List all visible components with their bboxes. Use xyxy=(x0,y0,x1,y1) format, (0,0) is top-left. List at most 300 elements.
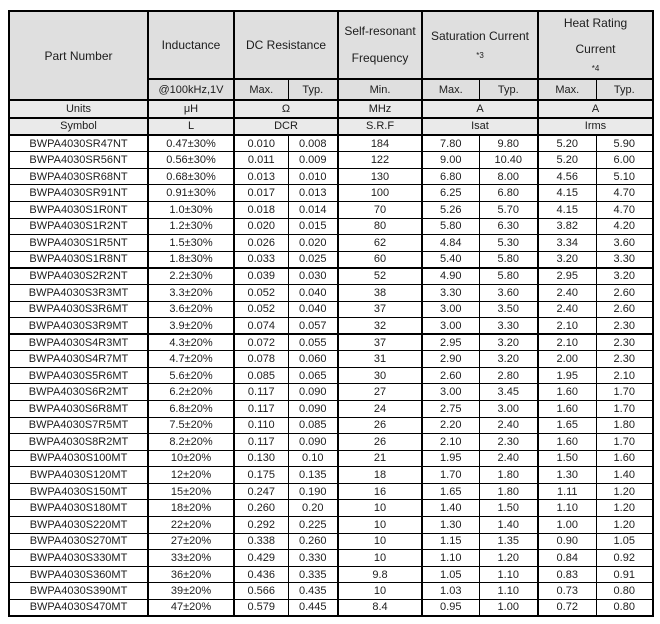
cell-isat-typ: 1.10 xyxy=(479,566,538,583)
table-row xyxy=(9,550,653,567)
table-row xyxy=(9,351,653,368)
cell-part-number: BWPA4030S4R3MT xyxy=(9,334,148,351)
cell-irms-max: 2.10 xyxy=(538,334,596,351)
cell-dcr-typ: 0.015 xyxy=(288,218,338,235)
cell-irms-typ: 1.20 xyxy=(596,500,653,517)
cell-irms-max: 4.15 xyxy=(538,185,596,202)
cell-dcr-typ: 0.190 xyxy=(288,483,338,500)
cell-srf-min: 27 xyxy=(338,384,422,401)
subheader-irms-max: Max. xyxy=(538,79,596,100)
table-row xyxy=(9,202,653,219)
header-part-number: Part Number xyxy=(9,11,148,100)
cell-srf-min: 100 xyxy=(338,185,422,202)
cell-dcr-typ: 0.010 xyxy=(288,168,338,185)
cell-inductance: 18±20% xyxy=(148,500,234,517)
cell-irms-max: 2.95 xyxy=(538,268,596,285)
cell-srf-min: 26 xyxy=(338,417,422,434)
cell-irms-typ: 1.40 xyxy=(596,467,653,484)
cell-dcr-typ: 0.020 xyxy=(288,235,338,252)
cell-part-number: BWPA4030S3R3MT xyxy=(9,284,148,301)
cell-part-number: BWPA4030S1R2NT xyxy=(9,218,148,235)
cell-isat-typ: 3.20 xyxy=(479,334,538,351)
cell-isat-typ: 2.40 xyxy=(479,450,538,467)
cell-irms-max: 4.56 xyxy=(538,168,596,185)
cell-irms-typ: 0.80 xyxy=(596,599,653,616)
cell-isat-max: 6.80 xyxy=(422,168,479,185)
cell-dcr-typ: 0.335 xyxy=(288,566,338,583)
cell-irms-max: 1.95 xyxy=(538,367,596,384)
cell-inductance: 47±20% xyxy=(148,599,234,616)
cell-irms-typ: 1.70 xyxy=(596,384,653,401)
cell-dcr-typ: 0.090 xyxy=(288,434,338,451)
cell-srf-min: 80 xyxy=(338,218,422,235)
symbol-srf: S.R.F xyxy=(338,118,422,136)
cell-irms-typ: 1.05 xyxy=(596,533,653,550)
cell-dcr-typ: 0.060 xyxy=(288,351,338,368)
cell-isat-typ: 3.30 xyxy=(479,318,538,335)
subheader-isat-typ: Typ. xyxy=(479,79,538,100)
cell-isat-typ: 5.80 xyxy=(479,268,538,285)
cell-isat-typ: 1.00 xyxy=(479,599,538,616)
cell-irms-max: 3.82 xyxy=(538,218,596,235)
header-row-main xyxy=(9,11,653,79)
cell-inductance: 3.6±20% xyxy=(148,301,234,318)
cell-dcr-typ: 0.445 xyxy=(288,599,338,616)
cell-part-number: BWPA4030S6R2MT xyxy=(9,384,148,401)
table-row xyxy=(9,417,653,434)
cell-srf-min: 21 xyxy=(338,450,422,467)
cell-irms-max: 3.34 xyxy=(538,235,596,252)
cell-dcr-max: 0.338 xyxy=(234,533,288,550)
cell-isat-max: 2.60 xyxy=(422,367,479,384)
cell-srf-min: 10 xyxy=(338,583,422,600)
cell-dcr-max: 0.117 xyxy=(234,434,288,451)
symbol-row xyxy=(9,118,653,136)
cell-isat-max: 2.95 xyxy=(422,334,479,351)
subheader-irms-typ: Typ. xyxy=(596,79,653,100)
cell-dcr-max: 0.078 xyxy=(234,351,288,368)
header-srf-line1: Self-resonant xyxy=(344,24,416,39)
cell-dcr-max: 0.085 xyxy=(234,367,288,384)
cell-irms-typ: 3.60 xyxy=(596,235,653,252)
cell-dcr-typ: 0.013 xyxy=(288,185,338,202)
cell-isat-max: 5.80 xyxy=(422,218,479,235)
cell-inductance: 6.8±20% xyxy=(148,400,234,417)
cell-srf-min: 8.4 xyxy=(338,599,422,616)
cell-part-number: BWPA4030S270MT xyxy=(9,533,148,550)
cell-isat-max: 1.30 xyxy=(422,517,479,534)
cell-dcr-max: 0.260 xyxy=(234,500,288,517)
cell-irms-max: 1.50 xyxy=(538,450,596,467)
cell-dcr-max: 0.017 xyxy=(234,185,288,202)
cell-inductance: 4.7±20% xyxy=(148,351,234,368)
subheader-isat-max: Max. xyxy=(422,79,479,100)
cell-part-number: BWPA4030S3R6MT xyxy=(9,301,148,318)
cell-irms-typ: 4.20 xyxy=(596,218,653,235)
cell-dcr-typ: 0.065 xyxy=(288,367,338,384)
cell-irms-typ: 0.91 xyxy=(596,566,653,583)
cell-isat-typ: 3.50 xyxy=(479,301,538,318)
cell-dcr-max: 0.013 xyxy=(234,168,288,185)
table-row xyxy=(9,185,653,202)
cell-part-number: BWPA4030S220MT xyxy=(9,517,148,534)
cell-isat-max: 3.00 xyxy=(422,318,479,335)
cell-part-number: BWPA4030S1R8NT xyxy=(9,251,148,268)
cell-isat-max: 1.10 xyxy=(422,550,479,567)
cell-part-number: BWPA4030S2R2NT xyxy=(9,268,148,285)
cell-srf-min: 10 xyxy=(338,533,422,550)
cell-isat-max: 2.20 xyxy=(422,417,479,434)
cell-dcr-typ: 0.057 xyxy=(288,318,338,335)
cell-dcr-typ: 0.008 xyxy=(288,135,338,152)
table-row xyxy=(9,301,653,318)
cell-dcr-max: 0.026 xyxy=(234,235,288,252)
cell-irms-max: 1.11 xyxy=(538,483,596,500)
table-row xyxy=(9,168,653,185)
table-row xyxy=(9,284,653,301)
cell-irms-typ: 1.60 xyxy=(596,450,653,467)
table-header xyxy=(9,11,653,100)
cell-isat-typ: 5.80 xyxy=(479,251,538,268)
cell-inductance: 36±20% xyxy=(148,566,234,583)
cell-dcr-max: 0.117 xyxy=(234,384,288,401)
cell-inductance: 0.91±30% xyxy=(148,185,234,202)
cell-srf-min: 60 xyxy=(338,251,422,268)
cell-isat-typ: 3.60 xyxy=(479,284,538,301)
cell-irms-max: 2.10 xyxy=(538,318,596,335)
cell-part-number: BWPA4030S180MT xyxy=(9,500,148,517)
cell-isat-max: 1.03 xyxy=(422,583,479,600)
cell-inductance: 6.2±20% xyxy=(148,384,234,401)
cell-dcr-typ: 0.025 xyxy=(288,251,338,268)
subheader-dcr-typ: Typ. xyxy=(288,79,338,100)
symbol-dcr: DCR xyxy=(234,118,338,136)
header-self-resonant-frequency xyxy=(338,11,422,79)
cell-irms-max: 5.20 xyxy=(538,152,596,169)
cell-dcr-typ: 0.030 xyxy=(288,268,338,285)
cell-part-number: BWPA4030SR68NT xyxy=(9,168,148,185)
symbol-isat: Isat xyxy=(422,118,538,136)
table-row xyxy=(9,450,653,467)
cell-isat-typ: 1.80 xyxy=(479,467,538,484)
cell-irms-typ: 5.10 xyxy=(596,168,653,185)
cell-srf-min: 122 xyxy=(338,152,422,169)
cell-srf-min: 184 xyxy=(338,135,422,152)
cell-dcr-typ: 0.090 xyxy=(288,384,338,401)
cell-dcr-typ: 0.090 xyxy=(288,400,338,417)
cell-dcr-max: 0.010 xyxy=(234,135,288,152)
cell-isat-max: 3.00 xyxy=(422,384,479,401)
cell-inductance: 12±20% xyxy=(148,467,234,484)
cell-irms-typ: 1.80 xyxy=(596,417,653,434)
cell-srf-min: 62 xyxy=(338,235,422,252)
cell-dcr-typ: 0.014 xyxy=(288,202,338,219)
cell-isat-typ: 1.10 xyxy=(479,583,538,600)
cell-isat-typ: 9.80 xyxy=(479,135,538,152)
cell-irms-max: 1.30 xyxy=(538,467,596,484)
cell-irms-max: 0.90 xyxy=(538,533,596,550)
cell-irms-typ: 4.70 xyxy=(596,202,653,219)
cell-srf-min: 10 xyxy=(338,500,422,517)
cell-dcr-max: 0.018 xyxy=(234,202,288,219)
units-row xyxy=(9,100,653,118)
cell-irms-typ: 3.20 xyxy=(596,268,653,285)
cell-isat-max: 4.84 xyxy=(422,235,479,252)
cell-srf-min: 9.8 xyxy=(338,566,422,583)
cell-inductance: 39±20% xyxy=(148,583,234,600)
cell-irms-max: 4.15 xyxy=(538,202,596,219)
cell-irms-typ: 2.30 xyxy=(596,334,653,351)
header-heat-line2: Current xyxy=(575,42,616,56)
units-label: Units xyxy=(9,100,148,118)
cell-inductance: 0.68±30% xyxy=(148,168,234,185)
cell-part-number: BWPA4030S3R9MT xyxy=(9,318,148,335)
cell-part-number: BWPA4030S4R7MT xyxy=(9,351,148,368)
cell-isat-max: 1.70 xyxy=(422,467,479,484)
cell-part-number: BWPA4030S1R5NT xyxy=(9,235,148,252)
cell-irms-max: 5.20 xyxy=(538,135,596,152)
cell-dcr-max: 0.072 xyxy=(234,334,288,351)
table-body xyxy=(9,135,653,616)
cell-inductance: 4.3±20% xyxy=(148,334,234,351)
cell-part-number: BWPA4030S1R0NT xyxy=(9,202,148,219)
cell-irms-typ: 2.30 xyxy=(596,351,653,368)
cell-isat-typ: 2.40 xyxy=(479,417,538,434)
spec-table xyxy=(8,10,654,617)
cell-irms-typ: 3.30 xyxy=(596,251,653,268)
table-row xyxy=(9,235,653,252)
cell-dcr-max: 0.020 xyxy=(234,218,288,235)
cell-irms-typ: 6.00 xyxy=(596,152,653,169)
cell-isat-max: 1.65 xyxy=(422,483,479,500)
cell-irms-typ: 0.80 xyxy=(596,583,653,600)
table-row xyxy=(9,152,653,169)
cell-isat-max: 6.25 xyxy=(422,185,479,202)
cell-inductance: 0.47±30% xyxy=(148,135,234,152)
cell-irms-max: 1.60 xyxy=(538,400,596,417)
cell-isat-typ: 3.20 xyxy=(479,351,538,368)
header-heat-rating-current xyxy=(538,11,653,79)
cell-part-number: BWPA4030S100MT xyxy=(9,450,148,467)
cell-part-number: BWPA4030S7R5MT xyxy=(9,417,148,434)
cell-inductance: 0.56±30% xyxy=(148,152,234,169)
cell-dcr-typ: 0.040 xyxy=(288,284,338,301)
subheader-dcr-max: Max. xyxy=(234,79,288,100)
cell-inductance: 1.2±30% xyxy=(148,218,234,235)
cell-dcr-typ: 0.040 xyxy=(288,301,338,318)
cell-irms-typ: 0.92 xyxy=(596,550,653,567)
cell-isat-max: 1.15 xyxy=(422,533,479,550)
cell-isat-typ: 2.30 xyxy=(479,434,538,451)
cell-dcr-max: 0.117 xyxy=(234,400,288,417)
header-heat-footnote: *4 xyxy=(591,64,600,74)
table-row xyxy=(9,517,653,534)
cell-part-number: BWPA4030SR91NT xyxy=(9,185,148,202)
cell-srf-min: 18 xyxy=(338,467,422,484)
cell-inductance: 1.0±30% xyxy=(148,202,234,219)
cell-srf-min: 30 xyxy=(338,367,422,384)
cell-dcr-max: 0.579 xyxy=(234,599,288,616)
header-saturation-current xyxy=(422,11,538,79)
symbol-label: Symbol xyxy=(9,118,148,136)
cell-srf-min: 31 xyxy=(338,351,422,368)
cell-part-number: BWPA4030S6R8MT xyxy=(9,400,148,417)
cell-inductance: 3.9±20% xyxy=(148,318,234,335)
cell-dcr-typ: 0.260 xyxy=(288,533,338,550)
cell-part-number: BWPA4030SR56NT xyxy=(9,152,148,169)
cell-inductance: 3.3±20% xyxy=(148,284,234,301)
cell-srf-min: 70 xyxy=(338,202,422,219)
table-row xyxy=(9,566,653,583)
units-irms: A xyxy=(538,100,653,118)
cell-dcr-typ: 0.435 xyxy=(288,583,338,600)
cell-isat-typ: 1.80 xyxy=(479,483,538,500)
table-row xyxy=(9,218,653,235)
cell-isat-max: 4.90 xyxy=(422,268,479,285)
table-row xyxy=(9,533,653,550)
cell-isat-typ: 5.30 xyxy=(479,235,538,252)
cell-irms-typ: 1.20 xyxy=(596,483,653,500)
cell-isat-typ: 3.45 xyxy=(479,384,538,401)
cell-irms-typ: 2.60 xyxy=(596,301,653,318)
units-dcr: Ω xyxy=(234,100,338,118)
cell-dcr-max: 0.052 xyxy=(234,284,288,301)
cell-inductance: 1.5±30% xyxy=(148,235,234,252)
cell-isat-typ: 8.00 xyxy=(479,168,538,185)
cell-irms-max: 0.73 xyxy=(538,583,596,600)
table-row xyxy=(9,135,653,152)
symbol-inductance: L xyxy=(148,118,234,136)
subheader-srf-min: Min. xyxy=(338,79,422,100)
cell-dcr-typ: 0.20 xyxy=(288,500,338,517)
table-row xyxy=(9,318,653,335)
cell-part-number: BWPA4030S390MT xyxy=(9,583,148,600)
cell-isat-typ: 10.40 xyxy=(479,152,538,169)
cell-inductance: 5.6±20% xyxy=(148,367,234,384)
cell-dcr-max: 0.110 xyxy=(234,417,288,434)
cell-irms-max: 1.10 xyxy=(538,500,596,517)
cell-irms-typ: 5.90 xyxy=(596,135,653,152)
units-srf: MHz xyxy=(338,100,422,118)
cell-irms-typ: 2.10 xyxy=(596,367,653,384)
cell-isat-typ: 6.80 xyxy=(479,185,538,202)
cell-inductance: 22±20% xyxy=(148,517,234,534)
cell-irms-typ: 1.70 xyxy=(596,434,653,451)
cell-irms-typ: 4.70 xyxy=(596,185,653,202)
table-row xyxy=(9,434,653,451)
table-row xyxy=(9,334,653,351)
cell-srf-min: 130 xyxy=(338,168,422,185)
cell-dcr-max: 0.247 xyxy=(234,483,288,500)
cell-inductance: 27±20% xyxy=(148,533,234,550)
units-inductance: μH xyxy=(148,100,234,118)
cell-dcr-max: 0.039 xyxy=(234,268,288,285)
cell-part-number: BWPA4030SR47NT xyxy=(9,135,148,152)
header-inductance: Inductance xyxy=(148,11,234,79)
cell-part-number: BWPA4030S5R6MT xyxy=(9,367,148,384)
cell-dcr-max: 0.436 xyxy=(234,566,288,583)
table-row xyxy=(9,268,653,285)
cell-inductance: 1.8±30% xyxy=(148,251,234,268)
cell-irms-max: 1.60 xyxy=(538,384,596,401)
cell-isat-typ: 5.70 xyxy=(479,202,538,219)
table-row xyxy=(9,483,653,500)
header-heat-line1: Heat Rating xyxy=(563,15,628,30)
cell-dcr-max: 0.052 xyxy=(234,301,288,318)
table-row xyxy=(9,583,653,600)
cell-irms-max: 3.20 xyxy=(538,251,596,268)
cell-isat-typ: 1.50 xyxy=(479,500,538,517)
cell-part-number: BWPA4030S8R2MT xyxy=(9,434,148,451)
cell-srf-min: 38 xyxy=(338,284,422,301)
cell-dcr-max: 0.566 xyxy=(234,583,288,600)
table-row xyxy=(9,384,653,401)
cell-srf-min: 16 xyxy=(338,483,422,500)
cell-irms-max: 2.40 xyxy=(538,301,596,318)
cell-irms-typ: 1.70 xyxy=(596,400,653,417)
cell-dcr-max: 0.033 xyxy=(234,251,288,268)
cell-irms-max: 0.83 xyxy=(538,566,596,583)
cell-dcr-max: 0.175 xyxy=(234,467,288,484)
cell-dcr-typ: 0.055 xyxy=(288,334,338,351)
cell-isat-typ: 3.00 xyxy=(479,400,538,417)
cell-srf-min: 10 xyxy=(338,550,422,567)
cell-isat-max: 9.00 xyxy=(422,152,479,169)
cell-isat-typ: 1.20 xyxy=(479,550,538,567)
cell-dcr-typ: 0.10 xyxy=(288,450,338,467)
cell-srf-min: 24 xyxy=(338,400,422,417)
cell-dcr-typ: 0.330 xyxy=(288,550,338,567)
cell-inductance: 8.2±20% xyxy=(148,434,234,451)
cell-part-number: BWPA4030S470MT xyxy=(9,599,148,616)
cell-inductance: 15±20% xyxy=(148,483,234,500)
units-isat: A xyxy=(422,100,538,118)
cell-irms-typ: 2.30 xyxy=(596,318,653,335)
cell-inductance: 7.5±20% xyxy=(148,417,234,434)
cell-isat-typ: 1.40 xyxy=(479,517,538,534)
cell-dcr-typ: 0.225 xyxy=(288,517,338,534)
cell-isat-max: 5.26 xyxy=(422,202,479,219)
header-dc-resistance: DC Resistance xyxy=(234,11,338,79)
cell-srf-min: 37 xyxy=(338,334,422,351)
cell-irms-max: 2.40 xyxy=(538,284,596,301)
cell-dcr-max: 0.011 xyxy=(234,152,288,169)
cell-isat-max: 1.05 xyxy=(422,566,479,583)
cell-isat-max: 5.40 xyxy=(422,251,479,268)
cell-irms-max: 1.60 xyxy=(538,434,596,451)
cell-irms-typ: 1.20 xyxy=(596,517,653,534)
cell-inductance: 2.2±30% xyxy=(148,268,234,285)
cell-irms-max: 1.65 xyxy=(538,417,596,434)
cell-irms-typ: 2.60 xyxy=(596,284,653,301)
cell-isat-typ: 6.30 xyxy=(479,218,538,235)
cell-srf-min: 37 xyxy=(338,301,422,318)
cell-isat-max: 3.30 xyxy=(422,284,479,301)
header-saturation-title: Saturation Current xyxy=(430,28,530,43)
cell-dcr-typ: 0.085 xyxy=(288,417,338,434)
cell-srf-min: 26 xyxy=(338,434,422,451)
cell-part-number: BWPA4030S120MT xyxy=(9,467,148,484)
cell-dcr-max: 0.130 xyxy=(234,450,288,467)
symbol-irms: Irms xyxy=(538,118,653,136)
cell-isat-max: 3.00 xyxy=(422,301,479,318)
table-row xyxy=(9,251,653,268)
table-row xyxy=(9,400,653,417)
cell-dcr-max: 0.429 xyxy=(234,550,288,567)
table-row xyxy=(9,599,653,616)
cell-inductance: 10±20% xyxy=(148,450,234,467)
cell-dcr-max: 0.074 xyxy=(234,318,288,335)
